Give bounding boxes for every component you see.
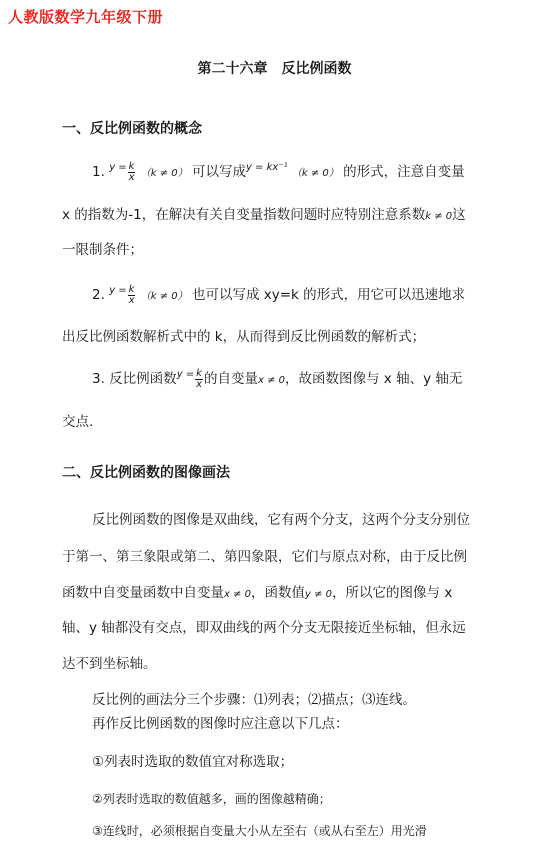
para1-line1: 反比例函数的图像是双曲线，它有两个分支，这两个分支分别位 — [92, 512, 470, 528]
item1-line1 — [92, 160, 465, 183]
item2-condition: （k ≠ 0） — [140, 291, 188, 302]
para1-line2: 于第一、第三象限或第二、第四象限，它们与原点对称，由于反比例 — [62, 549, 467, 565]
item1-line2 — [62, 203, 466, 223]
steps-line: 反比例的画法分三个步骤：⑴列表；⑵描点；⑶连线。 — [92, 692, 416, 708]
item1-formula-y: y = — [109, 162, 127, 173]
item1-condition: （k ≠ 0） — [140, 168, 188, 179]
item2-text-a: 也可以写成 xy=k 的形式，用它可以迅速地求 — [191, 287, 466, 303]
item3-fraction — [195, 369, 203, 390]
para1-x-condition: x ≠ 0 — [224, 589, 252, 600]
item2-line1 — [92, 283, 465, 306]
item1-frac-num: k — [128, 160, 135, 172]
item3-formula-y: y = — [176, 369, 195, 380]
item1-text-b: 的形式，注意自变量 — [343, 164, 465, 180]
note-1: ①列表时选取的数值宜对称选取； — [92, 754, 294, 770]
item1-line3: 一限制条件； — [62, 242, 143, 258]
page-header-title: 人教版数学九年级下册 — [8, 8, 164, 26]
item3-text-c: ，故函数图像与 x 轴、y 轴无 — [285, 371, 463, 387]
para1-line4: 轴、y 轴都没有交点，即双曲线的两个分支无限接近坐标轴，但永远 — [62, 620, 466, 636]
para1-line3 — [62, 581, 452, 601]
para1-y-condition: y ≠ 0 — [305, 589, 333, 600]
item1-k-condition: k ≠ 0 — [425, 211, 453, 222]
section-heading-graphing: 二、反比例函数的图像画法 — [62, 465, 230, 481]
item1-condition2: （k ≠ 0） — [291, 168, 339, 179]
item3-x-condition: x ≠ 0 — [257, 375, 285, 386]
item1-line2-end: 这 — [452, 207, 466, 223]
para1-line3-c: ，所以它的图像与 x — [332, 585, 453, 601]
item2-fraction — [128, 285, 136, 306]
item1-frac-den: x — [128, 171, 135, 183]
chapter-title: 第二十六章 反比例函数 — [197, 61, 352, 77]
item2-frac-den: x — [128, 294, 135, 306]
note-3: ③连线时，必须根据自变量大小从左至右（或从右至左）用光滑 — [92, 824, 427, 838]
notes-intro: 再作反比例函数的图像时应注意以下几点： — [92, 716, 349, 732]
item2-number: 2. — [92, 287, 105, 303]
item2-formula-y: y = — [109, 285, 127, 296]
item3-number: 3. — [92, 371, 105, 387]
para1-line3-a: 函数中自变量函数中自变量 — [62, 585, 224, 601]
para1-line3-b: ，函数值 — [251, 585, 306, 601]
item1-number: 1. — [92, 164, 105, 180]
item2-frac-num: k — [128, 283, 135, 295]
item2-line2: 出反比例函数解析式中的 k，从而得到反比例函数的解析式； — [62, 329, 426, 345]
item3-text-b: 的自变量 — [203, 371, 258, 387]
para1-line5: 达不到坐标轴。 — [62, 656, 157, 672]
item3-line2: 交点. — [62, 414, 94, 430]
section-heading-concept: 一、反比例函数的概念 — [62, 121, 202, 137]
note-2: ②列表时选取的数值越多，画的图像越精确； — [92, 792, 331, 806]
item1-line2-text: x 的指数为-1，在解决有关自变量指数问题时应特别注意系数 — [62, 207, 426, 223]
item3-text-a: 反比例函数 — [109, 371, 177, 387]
item3-frac-den: x — [196, 378, 203, 390]
item1-formula-power: y = kx⁻¹ — [245, 162, 288, 173]
item1-fraction — [128, 162, 136, 183]
item1-text-a: 可以写成 — [191, 164, 246, 180]
item3-frac-num: k — [196, 367, 202, 379]
item3-line1 — [92, 367, 462, 390]
